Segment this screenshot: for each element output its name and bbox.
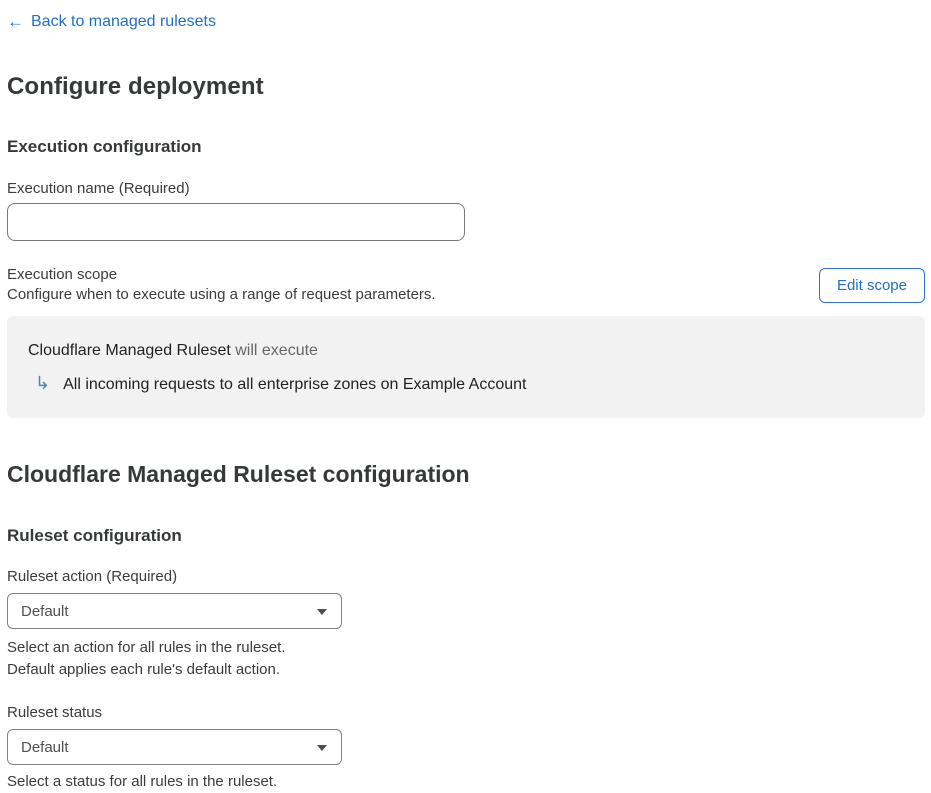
execution-name-input[interactable]: [7, 203, 465, 241]
scope-summary-headline: [28, 342, 905, 360]
back-to-managed-rulesets-link[interactable]: [7, 12, 216, 32]
scope-summary-panel: [7, 316, 925, 418]
ruleset-action-help-2: Default applies each rule's default action.: [7, 661, 281, 678]
ruleset-status-selected-value: Default: [21, 738, 69, 756]
ruleset-status-select[interactable]: [7, 729, 342, 765]
execution-scope-texts: [7, 265, 436, 305]
scope-summary-detail-row: [28, 373, 905, 394]
execution-scope-description: Configure when to execute using a range of request parameters.: [7, 286, 436, 303]
ruleset-status-label: Ruleset status: [7, 704, 103, 721]
ruleset-configuration-section-heading: Cloudflare Managed Ruleset configuration: [7, 461, 470, 487]
execution-scope-row: [7, 265, 925, 305]
ruleset-configuration-subheading: Ruleset configuration: [7, 526, 182, 545]
scope-summary-detail: All incoming requests to all enterprise zones on Example Account: [63, 376, 527, 393]
execution-scope-label: Execution scope: [7, 266, 118, 283]
page-title: Configure deployment: [7, 73, 264, 100]
scope-summary-ruleset-name: Cloudflare Managed Ruleset: [28, 342, 231, 359]
chevron-down-icon: [317, 609, 327, 615]
scope-summary-suffix: will execute: [230, 342, 318, 359]
edit-scope-button[interactable]: Edit scope: [819, 268, 925, 303]
ruleset-action-help-1: Select an action for all rules in the ruleset.: [7, 639, 286, 656]
back-arrow-icon: ←: [7, 12, 24, 31]
ruleset-action-selected-value: Default: [21, 602, 69, 620]
branch-arrow-icon: ↳: [35, 373, 51, 393]
chevron-down-icon: [317, 745, 327, 751]
ruleset-action-label: Ruleset action (Required): [7, 568, 178, 585]
ruleset-action-select[interactable]: [7, 593, 342, 629]
ruleset-status-help: Select a status for all rules in the ruleset.: [7, 773, 278, 790]
execution-name-label: Execution name (Required): [7, 180, 190, 197]
execution-configuration-heading: Execution configuration: [7, 137, 202, 156]
back-link-label: Back to managed rulesets: [31, 13, 216, 30]
